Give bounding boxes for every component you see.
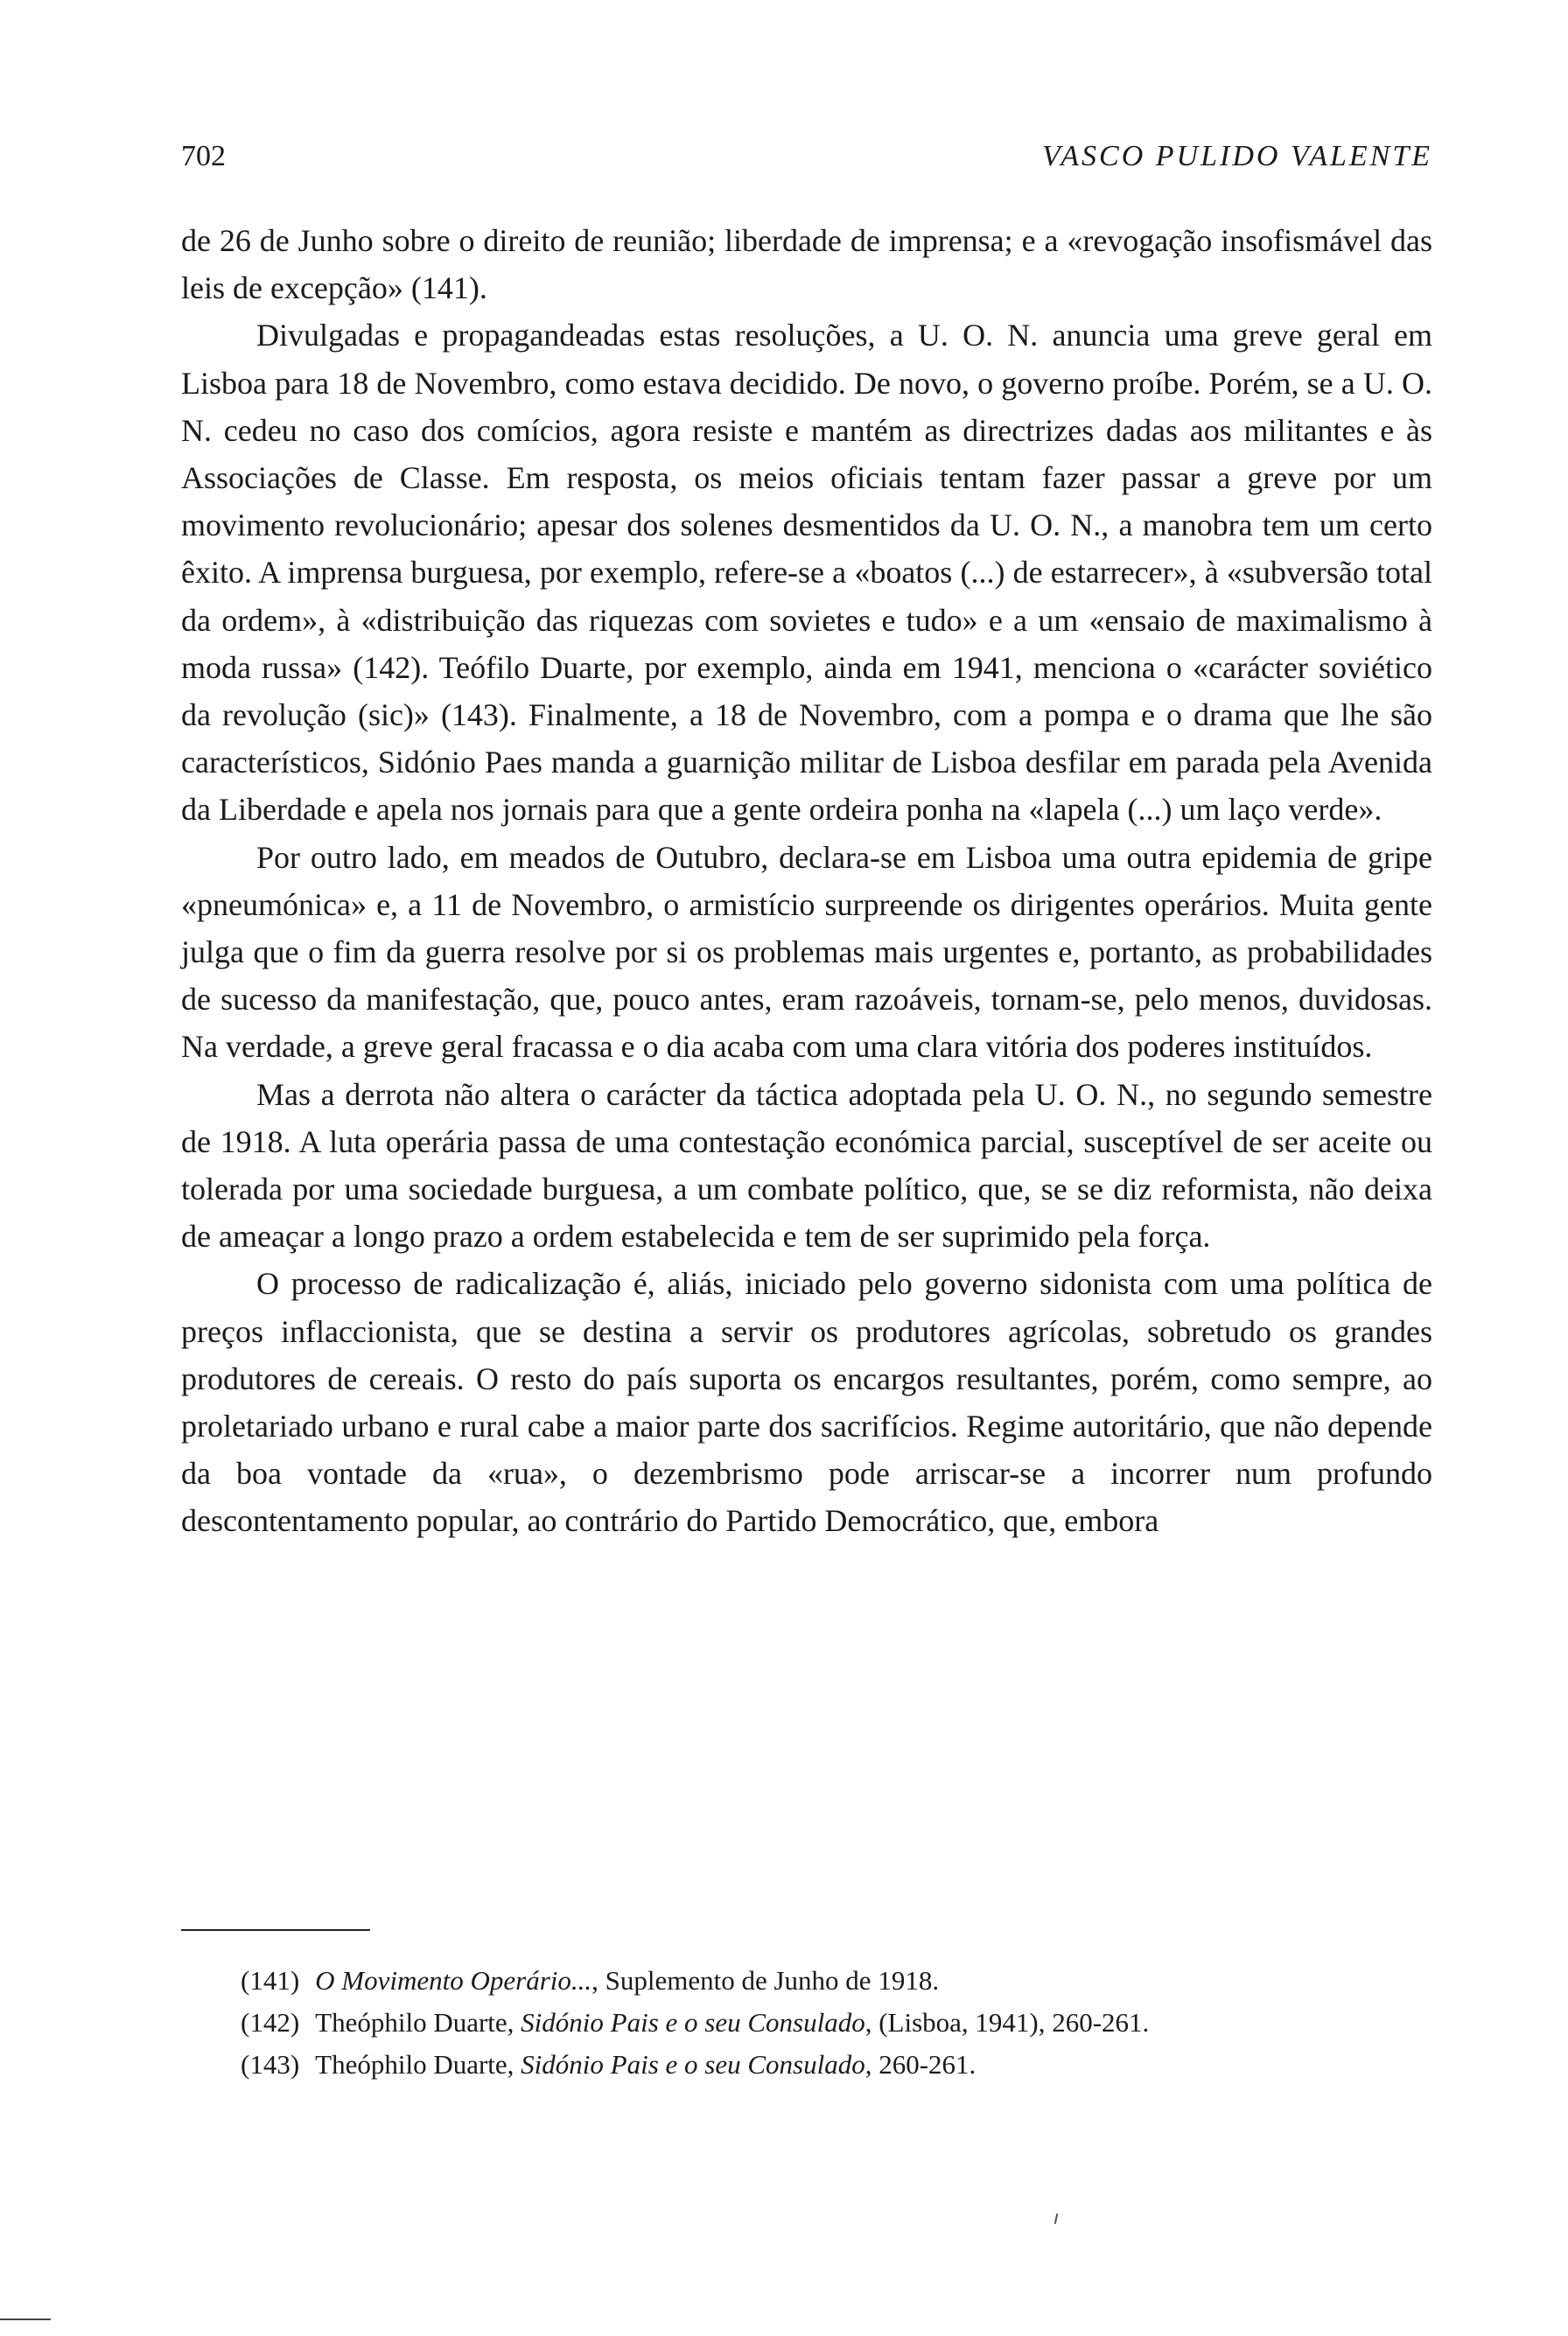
footnote-142 — [181, 2002, 1432, 2044]
scan-speck — [1054, 2214, 1058, 2224]
footnote-number: (141) — [241, 1965, 300, 1996]
footnote-separator — [181, 1929, 370, 1931]
footnotes — [181, 1960, 1432, 2086]
footnote-title: Sidónio Pais e o seu Consulado — [521, 2007, 865, 2038]
footnote-author: Theóphilo Duarte, — [315, 2007, 522, 2038]
running-head: VASCO PULIDO VALENTE — [1042, 140, 1432, 172]
page-number: 702 — [181, 140, 226, 172]
footnote-text — [315, 2044, 1432, 2086]
footnote-number: (142) — [241, 2007, 300, 2038]
footnote-text — [315, 1960, 1432, 2002]
scan-edge-mark — [0, 2319, 51, 2320]
footnote-rest: , Suplemento de Junho de 1918. — [592, 1965, 940, 1996]
page-header — [181, 140, 1432, 182]
footnote-title: O Movimento Operário... — [315, 1965, 592, 1996]
footnote-rest: , (Lisboa, 1941), 260-261. — [864, 2007, 1150, 2038]
footnote-author: Theóphilo Duarte, — [315, 2049, 522, 2080]
paragraph-1: de 26 de Junho sobre o direito de reunião; liberdade de imprensa; e a «revogação insofismável das leis de excepção» (141). — [181, 223, 1432, 306]
footnote-143 — [181, 2044, 1432, 2086]
footnote-rest: , 260-261. — [864, 2049, 976, 2080]
body-text — [181, 217, 1432, 1545]
paragraph-4: Mas a derrota não altera o carácter da táctica adoptada pela U. O. N., no segundo semestre de 1918. A luta operária passa de uma contestação económica parcial, susceptível de ser aceite ou tolerada por uma sociedade burguesa, a um combate político, que, se se diz reformista, não deixa de ameaçar a longo prazo a ordem estabelecida e tem de ser suprimido pela força. — [181, 1076, 1432, 1255]
paragraph-3: Por outro lado, em meados de Outubro, declara-se em Lisboa uma outra epidemia de gripe «pneumónica» e, a 11 de Novembro, o armistício surpreende os dirigentes operários. Muita gente julga que o fim da guerra resolve por si os problemas mais urgentes e, portanto, as probabilidades de sucesso da manifestação, que, pouco antes, eram razoáveis, tornam-se, pelo menos, duvidosas. Na verdade, a greve geral fracassa e o dia acaba com uma clara vitória dos poderes instituídos. — [181, 839, 1432, 1065]
paragraph-5: O processo de radicalização é, aliás, iniciado pelo governo sidonista com uma política de preços inflaccionista, que se destina a servir os produtores agrícolas, sobretudo os grandes produtores de cereais. O resto do país suporta os encargos resultantes, porém, como sempre, ao proletariado urbano e rural cabe a maior parte dos sacrifícios. Regime autoritário, que não depende da boa vontade da «rua», o dezembrismo pode arriscar-se a incorrer num profundo descontentamento popular, ao contrário do Partido Democrático, que, embora — [181, 1266, 1432, 1539]
footnote-141 — [181, 1960, 1432, 2002]
footnote-text — [315, 2002, 1432, 2044]
footnote-number: (143) — [241, 2049, 300, 2080]
paragraph-2: Divulgadas e propagandeadas estas resoluções, a U. O. N. anuncia uma greve geral em Lisboa para 18 de Novembro, como estava decidido. De novo, o governo proíbe. Porém, se a U. O. N. cedeu no caso dos comícios, agora resiste e mantém as directrizes dadas aos militantes e às Associações de Classe. Em resposta, os meios oficiais tentam fazer passar a greve por um movimento revolucionário; apesar dos solenes desmentidos da U. O. N., a manobra tem um certo êxito. A imprensa burguesa, por exemplo, refere-se a «boatos (...) de estarrecer», à «subversão total da ordem», à «distribuição das riquezas com sovietes e tudo» e a um «ensaio de maximalismo à moda russa» (142). Teófilo Duarte, por exemplo, ainda em 1941, menciona o «carácter soviético da revolução (sic)» (143). Finalmente, a 18 de Novembro, com a pompa e o drama que lhe são característicos, Sidónio Paes manda a guarnição militar de Lisboa desfilar em parada pela Avenida da Liberdade e apela nos jornais para que a gente ordeira ponha na «lapela (...) um laço verde». — [181, 318, 1432, 828]
footnote-title: Sidónio Pais e o seu Consulado — [521, 2049, 865, 2080]
